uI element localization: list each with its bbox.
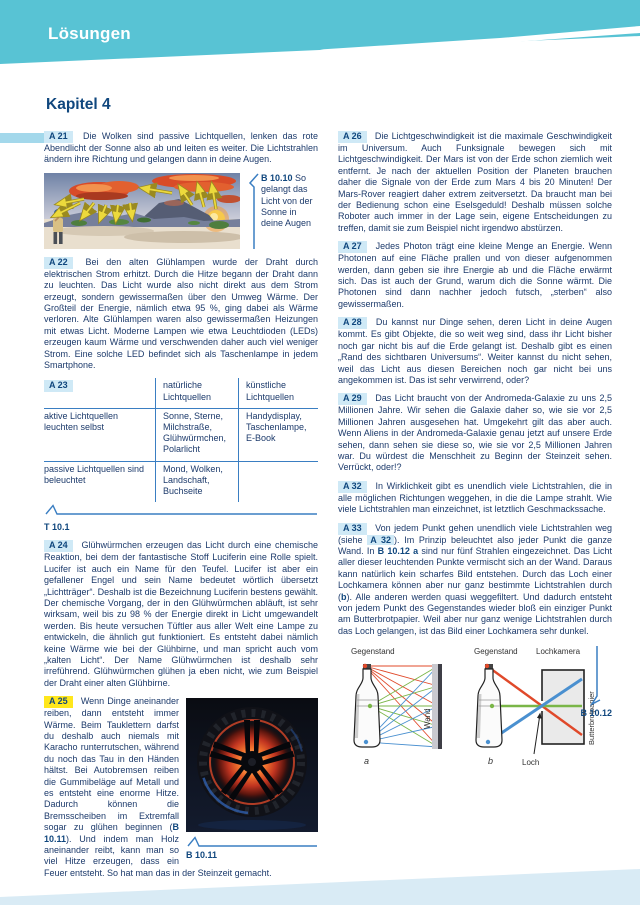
table-corner-cell [44,378,155,407]
answer-a21-text: Die Wolken sind passive Lichtquellen, lenken das rote Abendlicht der Sonne also ab und leiten es weiter. Die Lichtstrahlen ändern ihre Richtung und gelangen dann in deine Augen. [44,131,318,165]
answer-a27-text: Jedes Photon trägt eine kleine Menge an Energie. Wenn Photonen auf eine Fläche prallen und von dieser aufgenommen werden, dann geben sie ihre Energie ab und die Fläche erwärmt sich. Das ist auch der Grund, warum dich die Sonne wärmt. Die Photonen sind dann nachher jedoch futsch, „sterben“ also gewissermaßen. [338,241,612,309]
answer-ref-a32: A 32 [367,535,394,545]
table-cell-active-artificial: Handydisplay, Taschenlampe, E-Book [238,408,318,461]
table-caption: T 10.1 [44,522,70,533]
answer-a25-label: A 25 [44,696,73,708]
answer-a29 [338,393,612,473]
answer-a22-label: A 22 [44,257,73,269]
answer-a33-text-1: Von jedem Punkt gehen unendlich viele Lichtstrahlen weg (siehe [338,522,612,545]
caption-rule-icon [247,173,259,249]
sunset-illustration [44,173,240,249]
table-col-header-natural: natürliche Lichtquellen [155,378,238,407]
figure-ref-b1012a: B 10.12 a [377,545,419,556]
label-sub-a: a [364,756,370,767]
answer-a26-text: Die Lichtgeschwindigkeit ist die maximale Geschwindigkeit im Universum. Auch Funksignale bewegen sich mit Lichtgeschwindigkeit. Der Mars ist von der Erde schon ziemlich weit entfernt. Je nach der aktuellen Position der Planeten brauchen daher die Signale von der Erde zum Mars 4 bis 20 Minuten! Der Mars-Rover reagiert daher extrem zeitversetzt. Da braucht man bei der Bedienung schon eine Eselsgeduld! Deshalb müssen solche Roboter auch immer in der Lage sein, eigene Entscheidungen zu treffen, damit sie zum Beispiel nicht irgendwo abstürzen. [338,131,612,233]
table-light-sources [44,378,318,532]
answer-a32-label: A 32 [338,481,367,493]
answer-a25-text-1: Wenn Dinge aneinander reiben, dann entsteht immer Wärme. Beim Tauklettern darfst du deshalb auch niemals mit Karacho runterrutschen, während du noch das Tau in den Händen hältst. Bei Autobremsen reiben die Gummibeläge auf Metall und es entsteht eine enorme Hitze. Dadurch können die Bremsscheiben im Extremfall sogar zu glühen beginnen ( [44,696,179,833]
answer-a33 [338,523,612,638]
right-column [338,131,612,886]
answer-a26-label: A 26 [338,131,367,143]
figure-sunset-caption [247,173,313,249]
label-butterbrotpapier: Butterbrotpapier [587,691,596,746]
answer-a29-text: Das Licht braucht von der Andromeda-Galaxie zu uns 2,5 Millionen Jahre. Wir sehen die Galaxie daher so, wie sie vor 2,5 Millionen Jahren ausgesehen hat. Umgekehrt gilt das aber auch. Wenn Aliens in der Andromeda-Galaxie genau jetzt auf unsere Erde sehen, dann sehen sie diese so, wie sie vor 2,5 Millionen Jahren war. Du würdest die Menschheit zu Beginn der Steinzeit sehen. Verrückt, oder!? [338,393,612,473]
answer-a22-text: Bei den alten Glühlampen wurde der Draht durch elektrischen Strom erhitzt. Durch die Hitze begann der Draht dann zu leuchten. Das Licht wurde also nicht direkt aus dem Strom erzeugt, sondern gewissermaßen über den Umweg Wärme. Der Großteil der Energie, nämlich etwa 95 %, ging dabei als Wärme verloren. Alte Glühlampen waren also gewissermaßen Heizungen mit etwas Licht. Moderne Lampen wie etwa Leuchtdioden (LEDs) erzeugen kaum Wärme und verschwenden daher auch viel weniger Strom. Eine solche LED befindet sich als Taschenlampe in jedem Smartphone. [44,256,318,371]
table-cell-passive-natural: Mond, Wolken, Landschaft, Buchseite [155,461,238,503]
page-content [44,96,612,886]
answer-a26 [338,131,612,234]
label-gegenstand-a: Gegenstand [351,647,395,657]
figure-ref-b1011: B 10.11 [44,822,179,844]
answer-a27 [338,241,612,310]
label-lochkamera: Lochkamera [536,647,581,657]
answer-a23-label: A 23 [44,380,73,392]
figure-pinhole-camera [338,644,612,772]
answer-a28 [338,317,612,386]
answer-a24-text: Glühwürmchen erzeugen das Licht durch eine chemische Reaktion, bei dem der fantastische Stoff Luciferin eine Rolle spielt. Lucifer ist auch ein Name für den Teufel. Lucifer ist aber ein gefallener Engel und sein Name bedeutet wörtlich übersetzt „Lichtträger“. Deshalb ist die Bezeichnung Luciferin bestens gewählt. Der chemische Vorgang, der in den Glühwürmchen abläuft, ist sehr wirksam, weil bis zu 98 % der Energie direkt in Licht umgewandelt werden. Bis heute versuchen Tüftler aus aller Welt eine Lampe zu entwickeln, die ähnlich gut funktioniert. Es entsteht dabei nämlich keine Wärme wie bei der Glühbirne, und man spricht auch vom „kalten Licht“. Der Name Glühwürmchen ist deshalb sehr irreführend. Glühwürmchen glühen ja eben nicht, wie zum Beispiel der Draht einer alten Glühbirne. [44,540,318,688]
figure-pinhole-label: B 10.12 [580,708,612,719]
pinhole-camera-diagram [338,644,600,770]
answer-a33-text-4: ). Alle anderen werden quasi weggefiltert. Und dadurch entsteht von jedem Punkt des Gegenstandes wieder bloß ein einziger Punkt am Butterbrotpapier. Weil aber nur ganz wenige Lichtstrahlen durch das Loch gelangen, ist das Bild einer Lochkamera sehr dunkel. [338,591,612,636]
figure-brake-disc [186,698,318,861]
answer-a32-text: In Wirklichkeit gibt es unendlich viele Lichtstrahlen, die in alle möglichen Richtungen weggehen, in die die Lampe strahlt. Wie viele Lichtstrahlen man einzeichnet, ist letztlich Geschmackssache. [338,480,612,515]
answer-a33-label: A 33 [338,523,367,535]
answer-a32 [338,481,612,516]
table-col-header-artificial: künstliche Lichtquellen [238,378,318,407]
figure-brake-label: B 10.11 [186,849,218,860]
figure-brake-caption-rule-icon [186,836,318,847]
answer-a21-label: A 21 [44,131,73,143]
left-column [44,131,318,886]
answer-a33-text-2: ). Im Prinzip beleuchtet also jeder Punkt die ganze Wand. In [338,534,612,556]
answer-a22 [44,257,318,372]
answer-a33-text-3: sind nur fünf Strahlen eingezeichnet. Das Licht aller dieser leuchtenden Punkte vermischt sich an der Wand. Daraus kann natürlich kein scharfes Bild entstehen. Durch das Loch einer Lochkamera können aber nur ganz bestimmte Lichtstrahlen durch ( [338,545,612,602]
figure-pinhole-caption-rule-icon [590,646,604,710]
label-loch: Loch [522,758,540,768]
answer-a28-label: A 28 [338,317,367,329]
table-cell-active-natural: Sonne, Sterne, Milchstraße, Glühwürmchen, Polarlicht [155,408,238,461]
answer-a25-text-2: ). Und indem man Holz aneinander reibt, kann man so viel Hitze erzeugen, dass ein Feuer entsteht. So hat man das in der Steinzeit gemacht. [44,833,272,878]
answer-a24 [44,540,318,689]
answer-a24-label: A 24 [44,540,73,552]
page-title: Lösungen [48,24,131,43]
figure-sunset-caption-text: So gelangt das Licht von der Sonne in deine Augen [261,172,313,229]
header-band [0,0,640,72]
table-cell-passive-artificial [238,461,318,503]
figure-sunset-label: B 10.10 [261,172,293,183]
answer-a21 [44,131,318,166]
label-gegenstand-b: Gegenstand [474,647,518,657]
figure-sunset [44,173,318,249]
answer-a27-label: A 27 [338,241,367,253]
brake-disc-photo [186,698,318,832]
chapter-title: Kapitel 4 [46,96,111,113]
answer-a25 [44,696,318,879]
table-row-header-passive: passive Lichtquellen sind beleuchtet [44,461,155,503]
table-row-header-active: aktive Lichtquellen leuchten selbst [44,408,155,461]
answer-a28-text: Du kannst nur Dinge sehen, deren Licht in deine Augen kommt. Es gibt Objekte, die so weit weg sind, dass ihr Licht bisher noch gar nicht bis auf die Erde gelangt ist. Deshalb gibt es einen „Rand des sichtbaren Universums“. Weiter kannst du nicht sehen, weil das Licht aus diesen Bereichen noch gar nicht bei uns angekommen ist. Das ist sehr verwirrend, oder? [338,317,612,385]
answer-a29-label: A 29 [338,393,367,405]
label-wand: Wand [423,708,432,730]
table-caption-rule-icon [44,504,318,515]
figure-ref-b: b [341,591,347,602]
label-sub-b: b [488,756,494,767]
answer-a21-label-tail [0,133,44,143]
